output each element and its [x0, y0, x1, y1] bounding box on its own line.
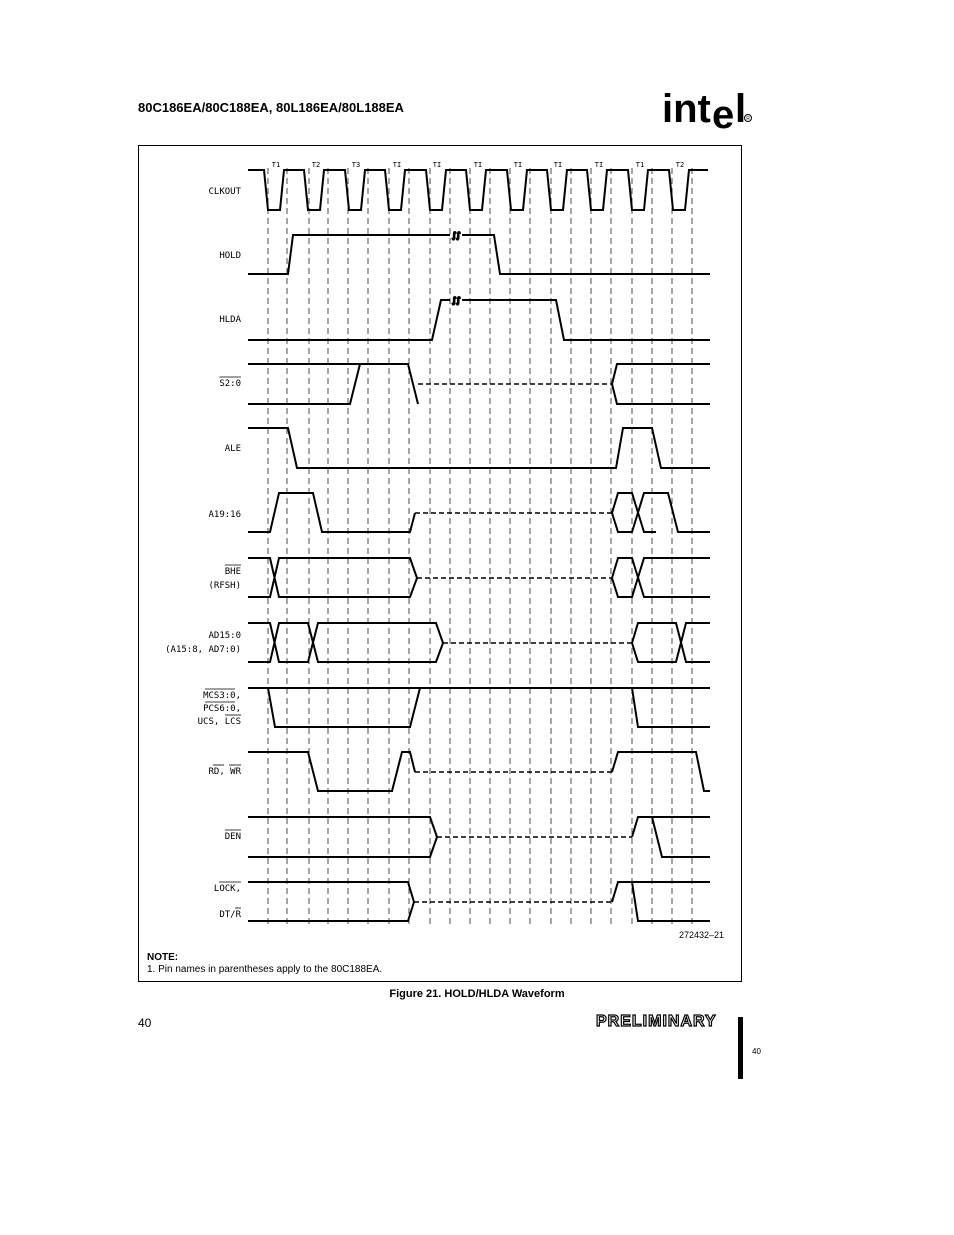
svg-text:∫∫: ∫∫ [452, 231, 461, 240]
s20-resume-high [612, 364, 710, 384]
note-text: 1. Pin names in parentheses apply to the 80C188EA. [147, 964, 383, 975]
signal-label-mcs: MCS3:0, [203, 691, 241, 701]
s20-high [248, 364, 413, 384]
signal-label-bhe: (RFSH) [208, 581, 241, 591]
bhe-resume-b [612, 558, 710, 597]
svg-text:int: int [662, 87, 711, 131]
side-page-number: 40 [752, 1047, 761, 1056]
hold-waveform-b [462, 235, 710, 274]
s20-low [248, 364, 360, 404]
a1916-resume-b [612, 493, 710, 532]
signal-label-ad150: AD15:0 [208, 631, 241, 641]
signal-label-bhe: BHE [224, 567, 241, 577]
rdwr-resume [612, 752, 710, 791]
signal-label-clkout: CLKOUT [208, 187, 241, 197]
t-state-label: TI [594, 161, 604, 169]
figure-id: 272432–21 [678, 930, 724, 940]
signal-labels [165, 187, 241, 920]
t-state-label: TI [473, 161, 483, 169]
t-state-label: T1 [635, 161, 645, 169]
signal-label-mcs: UCS, LCS [197, 717, 241, 727]
signal-label-s20: S2:0 [219, 379, 241, 389]
t-state-labels [272, 161, 684, 169]
svg-text:∫∫: ∫∫ [452, 296, 461, 305]
t-state-label: T2 [311, 161, 321, 169]
bhe-high [248, 558, 417, 597]
ale-waveform [248, 428, 710, 468]
clkout-waveform [248, 170, 708, 210]
signal-label-rdwr: RD, WR [208, 767, 241, 777]
lock-resume-a [612, 882, 710, 921]
svg-text:R: R [746, 116, 750, 122]
ad-resume-a [632, 623, 710, 662]
t-state-label: TI [392, 161, 402, 169]
bhe-resume-a [612, 558, 710, 597]
sidebar-bar [738, 1017, 743, 1079]
waveforms [248, 170, 710, 921]
rdwr-a [248, 752, 415, 791]
signal-label-a1916: A19:16 [208, 510, 241, 520]
page-number: 40 [138, 1016, 152, 1030]
preliminary-mark: PRELIMINARY [596, 1013, 717, 1030]
signal-label-hold: HOLD [219, 251, 241, 261]
mcs-pulse [268, 688, 420, 727]
t-state-label: T2 [675, 161, 685, 169]
signal-label-lock: DT/R [219, 910, 241, 920]
hlda-waveform-a [248, 300, 450, 340]
svg-text:l: l [735, 87, 747, 131]
hold-waveform-a [248, 235, 450, 274]
t-state-label: T3 [351, 161, 361, 169]
signal-label-mcs: PCS6:0, [203, 704, 241, 714]
den-resume-a [632, 817, 710, 857]
s20-float-end-a [413, 384, 418, 404]
bhe-low [248, 558, 417, 597]
signal-label-ale: ALE [224, 444, 241, 454]
note-label: NOTE: [147, 952, 179, 963]
ad-resume-b [632, 623, 710, 662]
figure-caption: Figure 21. HOLD/HLDA Waveform [389, 988, 565, 1000]
signal-label-hlda: HLDA [219, 315, 241, 325]
a1916-waveform [248, 493, 415, 532]
hlda-waveform-b [462, 300, 710, 340]
t-state-label: T1 [271, 161, 281, 169]
t-state-label: TI [513, 161, 523, 169]
t-state-label: TI [553, 161, 563, 169]
t-state-label: TI [432, 161, 442, 169]
signal-label-den: DEN [224, 832, 241, 842]
cycle-gridlines [268, 168, 692, 928]
svg-text:e: e [712, 93, 735, 134]
s20-resume-low [612, 384, 710, 404]
signal-label-ad150: (A15:8, AD7:0) [165, 645, 241, 655]
signal-label-lock: LOCK, [213, 884, 241, 894]
mcs-resume [632, 688, 710, 727]
page-header-title: 80C186EA/80C188EA, 80L186EA/80L188EA [138, 100, 404, 115]
